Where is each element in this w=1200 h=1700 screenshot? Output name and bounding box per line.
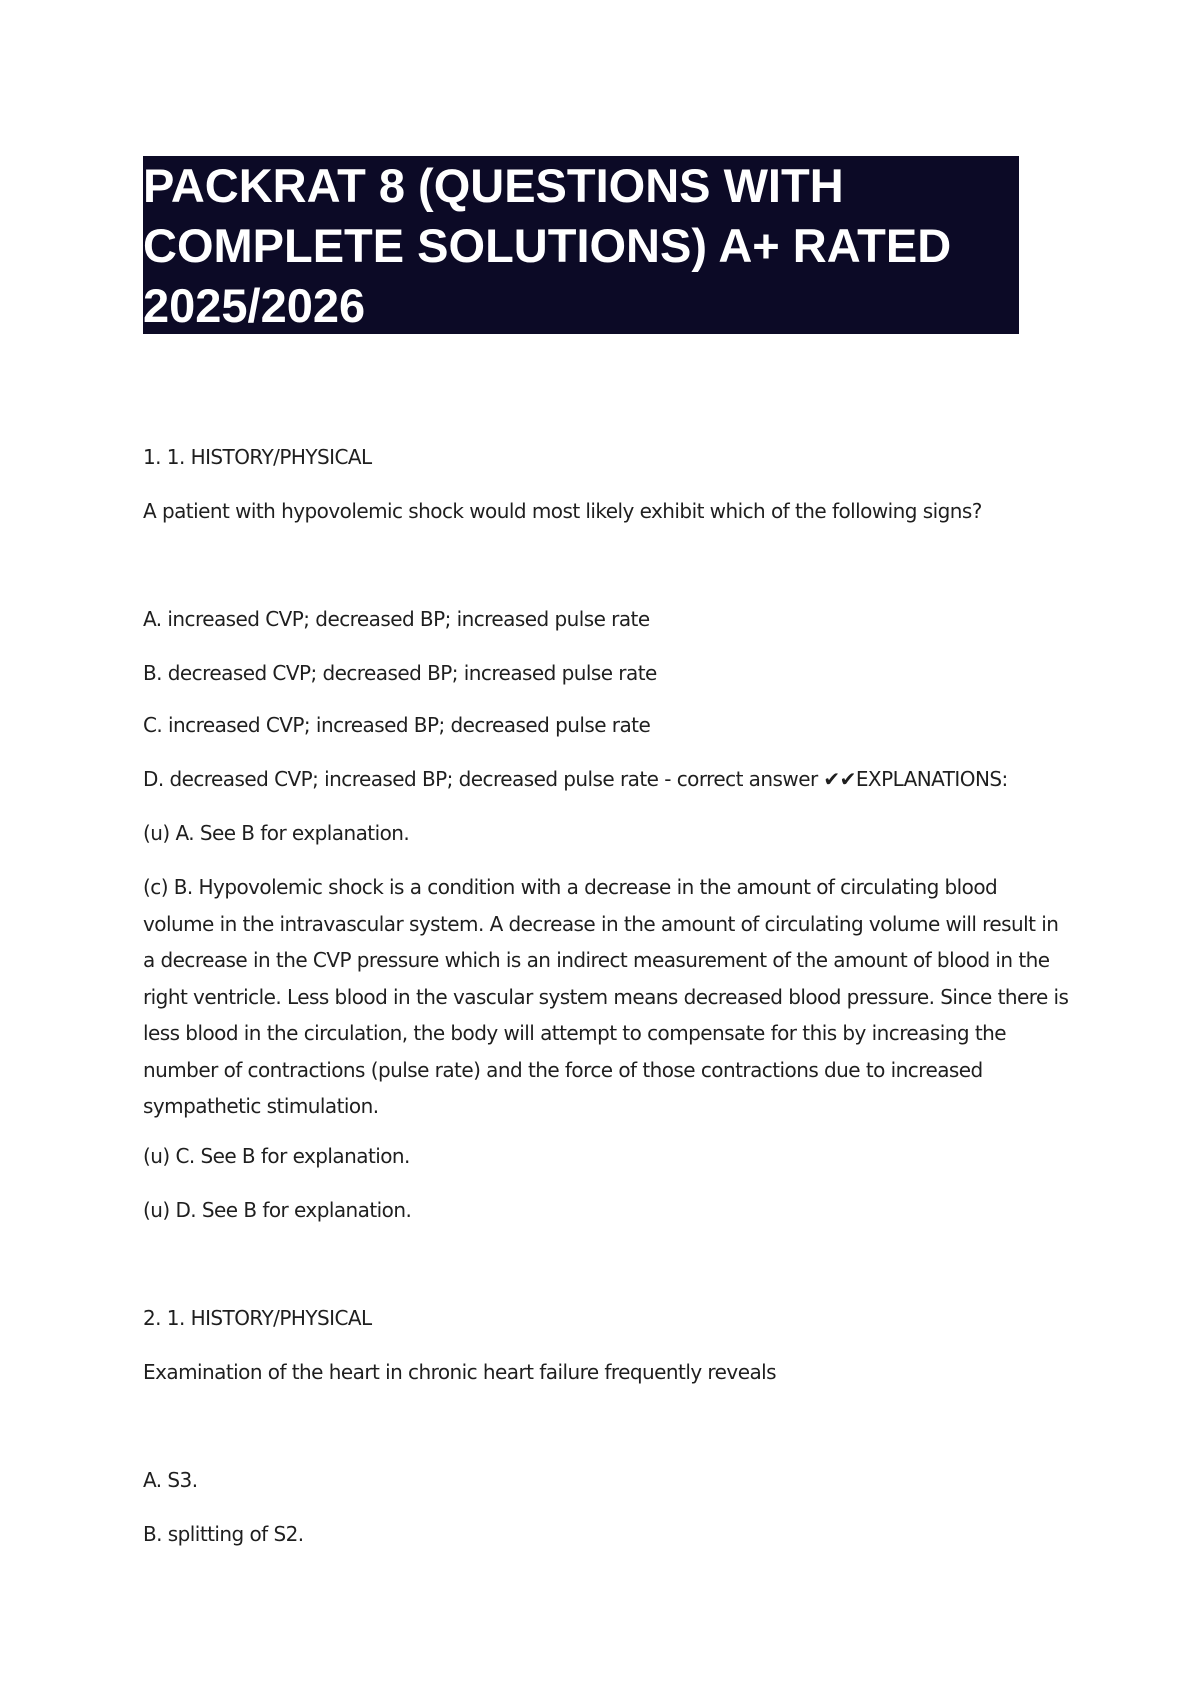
question-1-option-d: D. decreased CVP; increased BP; decreased pulse rate - correct answer ✔✔EXPLANATIONS: (143, 767, 1008, 791)
title-line-1: PACKRAT 8 (QUESTIONS WITH (143, 159, 844, 212)
question-2-option-b: B. splitting of S2. (143, 1522, 304, 1546)
question-1-explanation-a: (u) A. See B for explanation. (143, 821, 410, 845)
question-1-heading: 1. 1. HISTORY/PHYSICAL (143, 445, 372, 469)
question-1-explanation-b: (c) B. Hypovolemic shock is a condition with a decrease in the amount of circulating blood volume in the intravascular system. A decrease in the amount of circulating volume will result in a decrease in the CVP pressure which is an indirect measurement of the amount of blood in the right ventricle. Less blood in the vascular system means decreased blood pressure. Since there is less blood in the circulation, the body will attempt to compensate for this by increasing the number of contractions (pulse rate) and the force of those contractions due to increased sympathetic stimulation. (143, 875, 1069, 1118)
question-2-option-a: A. S3. (143, 1468, 198, 1492)
question-2-heading: 2. 1. HISTORY/PHYSICAL (143, 1306, 372, 1330)
title-line-3: 2025/2026 (143, 279, 366, 332)
question-1-explanation-c: (u) C. See B for explanation. (143, 1144, 410, 1168)
question-1-explanation-d: (u) D. See B for explanation. (143, 1198, 412, 1222)
question-1-option-c: C. increased CVP; increased BP; decreased pulse rate (143, 713, 651, 737)
question-1-option-b: B. decreased CVP; decreased BP; increased pulse rate (143, 661, 657, 685)
question-1-stem: A patient with hypovolemic shock would most likely exhibit which of the following signs? (143, 499, 982, 523)
question-2-stem: Examination of the heart in chronic heart failure frequently reveals (143, 1360, 777, 1384)
title-line-2: COMPLETE SOLUTIONS) A+ RATED (143, 219, 952, 272)
question-1-option-a: A. increased CVP; decreased BP; increased pulse rate (143, 607, 650, 631)
title-banner (143, 156, 1019, 334)
